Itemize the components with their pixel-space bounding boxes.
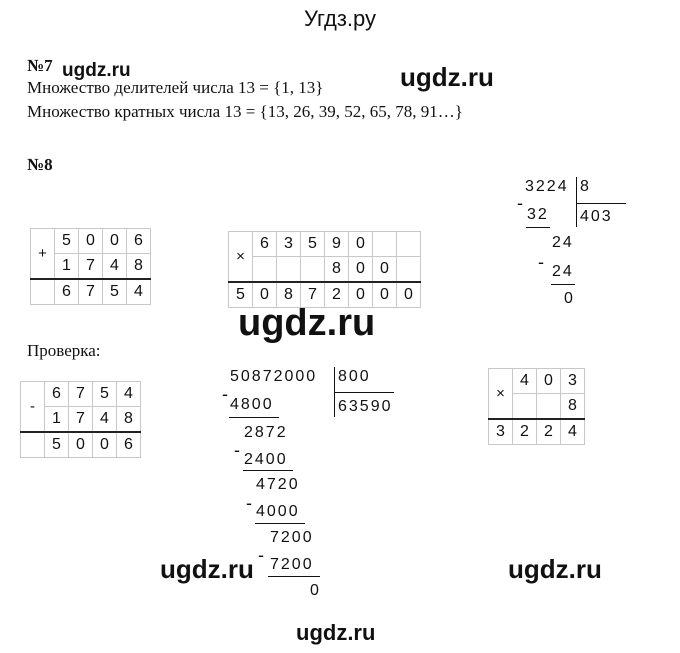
digit: [537, 394, 561, 420]
digit: 4: [103, 254, 127, 280]
plus-sign: +: [31, 229, 55, 280]
digit: [397, 232, 421, 257]
step-value: 7200: [270, 556, 314, 573]
digit: 0: [349, 282, 373, 308]
dividend: 3224: [525, 178, 569, 195]
step-value: 32: [527, 206, 549, 223]
digit: 0: [69, 432, 93, 458]
digit: 8: [127, 254, 151, 280]
digit: [301, 257, 325, 283]
divisor: 8: [580, 178, 591, 195]
digit: 1: [55, 254, 79, 280]
digit: 7: [79, 254, 103, 280]
check-label: Проверка:: [27, 341, 101, 360]
watermark: ugdz.ru: [62, 60, 131, 81]
digit: 2: [537, 419, 561, 445]
watermark: ugdz.ru: [238, 302, 376, 344]
digit: 8: [561, 394, 585, 420]
digit: 5: [229, 282, 253, 308]
digit: [513, 394, 537, 420]
page-title: Угдз.ру: [303, 6, 377, 31]
digit: 4: [127, 279, 151, 305]
step-value: 24: [552, 263, 574, 280]
minus-sign: -: [246, 493, 254, 513]
digit: 0: [373, 257, 397, 283]
digit: 5: [103, 279, 127, 305]
digit: 8: [277, 282, 301, 308]
digit: 7: [69, 407, 93, 433]
step-value: 7200: [270, 529, 314, 546]
minus-sign: -: [538, 252, 546, 272]
digit: 0: [253, 282, 277, 308]
step-value: 24: [552, 234, 574, 251]
digit: 0: [397, 282, 421, 308]
minus-sign: -: [222, 384, 230, 404]
step-line: [243, 470, 293, 471]
step-line: [229, 417, 279, 418]
digit: 3: [561, 369, 585, 394]
digit: 0: [79, 229, 103, 254]
digit: 3: [489, 419, 513, 445]
digit: 6: [253, 232, 277, 257]
digit: 8: [117, 407, 141, 433]
minus-sign: -: [234, 440, 242, 460]
digit: 7: [69, 382, 93, 407]
watermark: ugdz.ru: [508, 554, 602, 584]
step-line: [268, 576, 320, 577]
digit: 0: [103, 229, 127, 254]
multiplication-table: [228, 231, 421, 308]
digit: 0: [349, 232, 373, 257]
digit: 3: [277, 232, 301, 257]
quotient: 403: [580, 208, 613, 225]
step-value: 2400: [244, 451, 288, 468]
digit: 0: [373, 282, 397, 308]
digit: 7: [301, 282, 325, 308]
digit: 2: [325, 282, 349, 308]
digit: 6: [127, 229, 151, 254]
digit: 2: [513, 419, 537, 445]
minus-sign: -: [258, 545, 266, 565]
digit: 4: [117, 382, 141, 407]
task-8-number: №8: [27, 155, 53, 174]
step-line: [551, 284, 575, 285]
digit: [397, 257, 421, 283]
step-value: 2872: [244, 424, 288, 441]
step-value: 4000: [256, 503, 300, 520]
digit: [373, 232, 397, 257]
digit: 0: [349, 257, 373, 283]
digit: 0: [537, 369, 561, 394]
step-value: 0: [310, 582, 321, 599]
divisor: 800: [338, 368, 371, 385]
step-value: 4720: [256, 476, 300, 493]
digit: 5: [93, 382, 117, 407]
digit: 7: [79, 279, 103, 305]
digit: 9: [325, 232, 349, 257]
digit: 4: [561, 419, 585, 445]
digit: 5: [301, 232, 325, 257]
step-line: [526, 227, 550, 228]
minus-sign: -: [517, 193, 525, 213]
quotient: 63590: [338, 398, 393, 415]
digit: [277, 257, 301, 283]
digit: [253, 257, 277, 283]
addition-table: [30, 228, 151, 305]
watermark: ugdz.ru: [400, 62, 494, 92]
step-value: 4800: [230, 396, 274, 413]
division-bar: [576, 177, 577, 227]
division-bar: [334, 392, 394, 393]
digit: 6: [117, 432, 141, 458]
subtraction-table: [20, 381, 141, 458]
digit: 8: [325, 257, 349, 283]
digit: 5: [55, 229, 79, 254]
division-bar: [576, 203, 626, 204]
digit: 0: [93, 432, 117, 458]
times-sign: ×: [489, 369, 513, 420]
digit: 4: [513, 369, 537, 394]
step-line: [255, 523, 305, 524]
minus-sign: -: [21, 382, 45, 433]
step-value: 0: [564, 290, 575, 307]
watermark: ugdz.ru: [160, 554, 254, 584]
times-sign: ×: [229, 232, 253, 283]
digit: 5: [45, 432, 69, 458]
multiplication-check-table: [488, 368, 585, 445]
divisors-line: Множество делителей числа 13 = {1, 13}: [27, 78, 324, 97]
watermark: ugdz.ru: [296, 620, 376, 645]
multiples-line: Множество кратных числа 13 = {13, 26, 39, 52, 65, 78, 91…}: [27, 102, 463, 121]
dividend: 50872000: [230, 368, 318, 385]
task-7-number: №7: [27, 56, 53, 75]
digit: 4: [93, 407, 117, 433]
digit: 6: [45, 382, 69, 407]
digit: 6: [55, 279, 79, 305]
digit: 1: [45, 407, 69, 433]
